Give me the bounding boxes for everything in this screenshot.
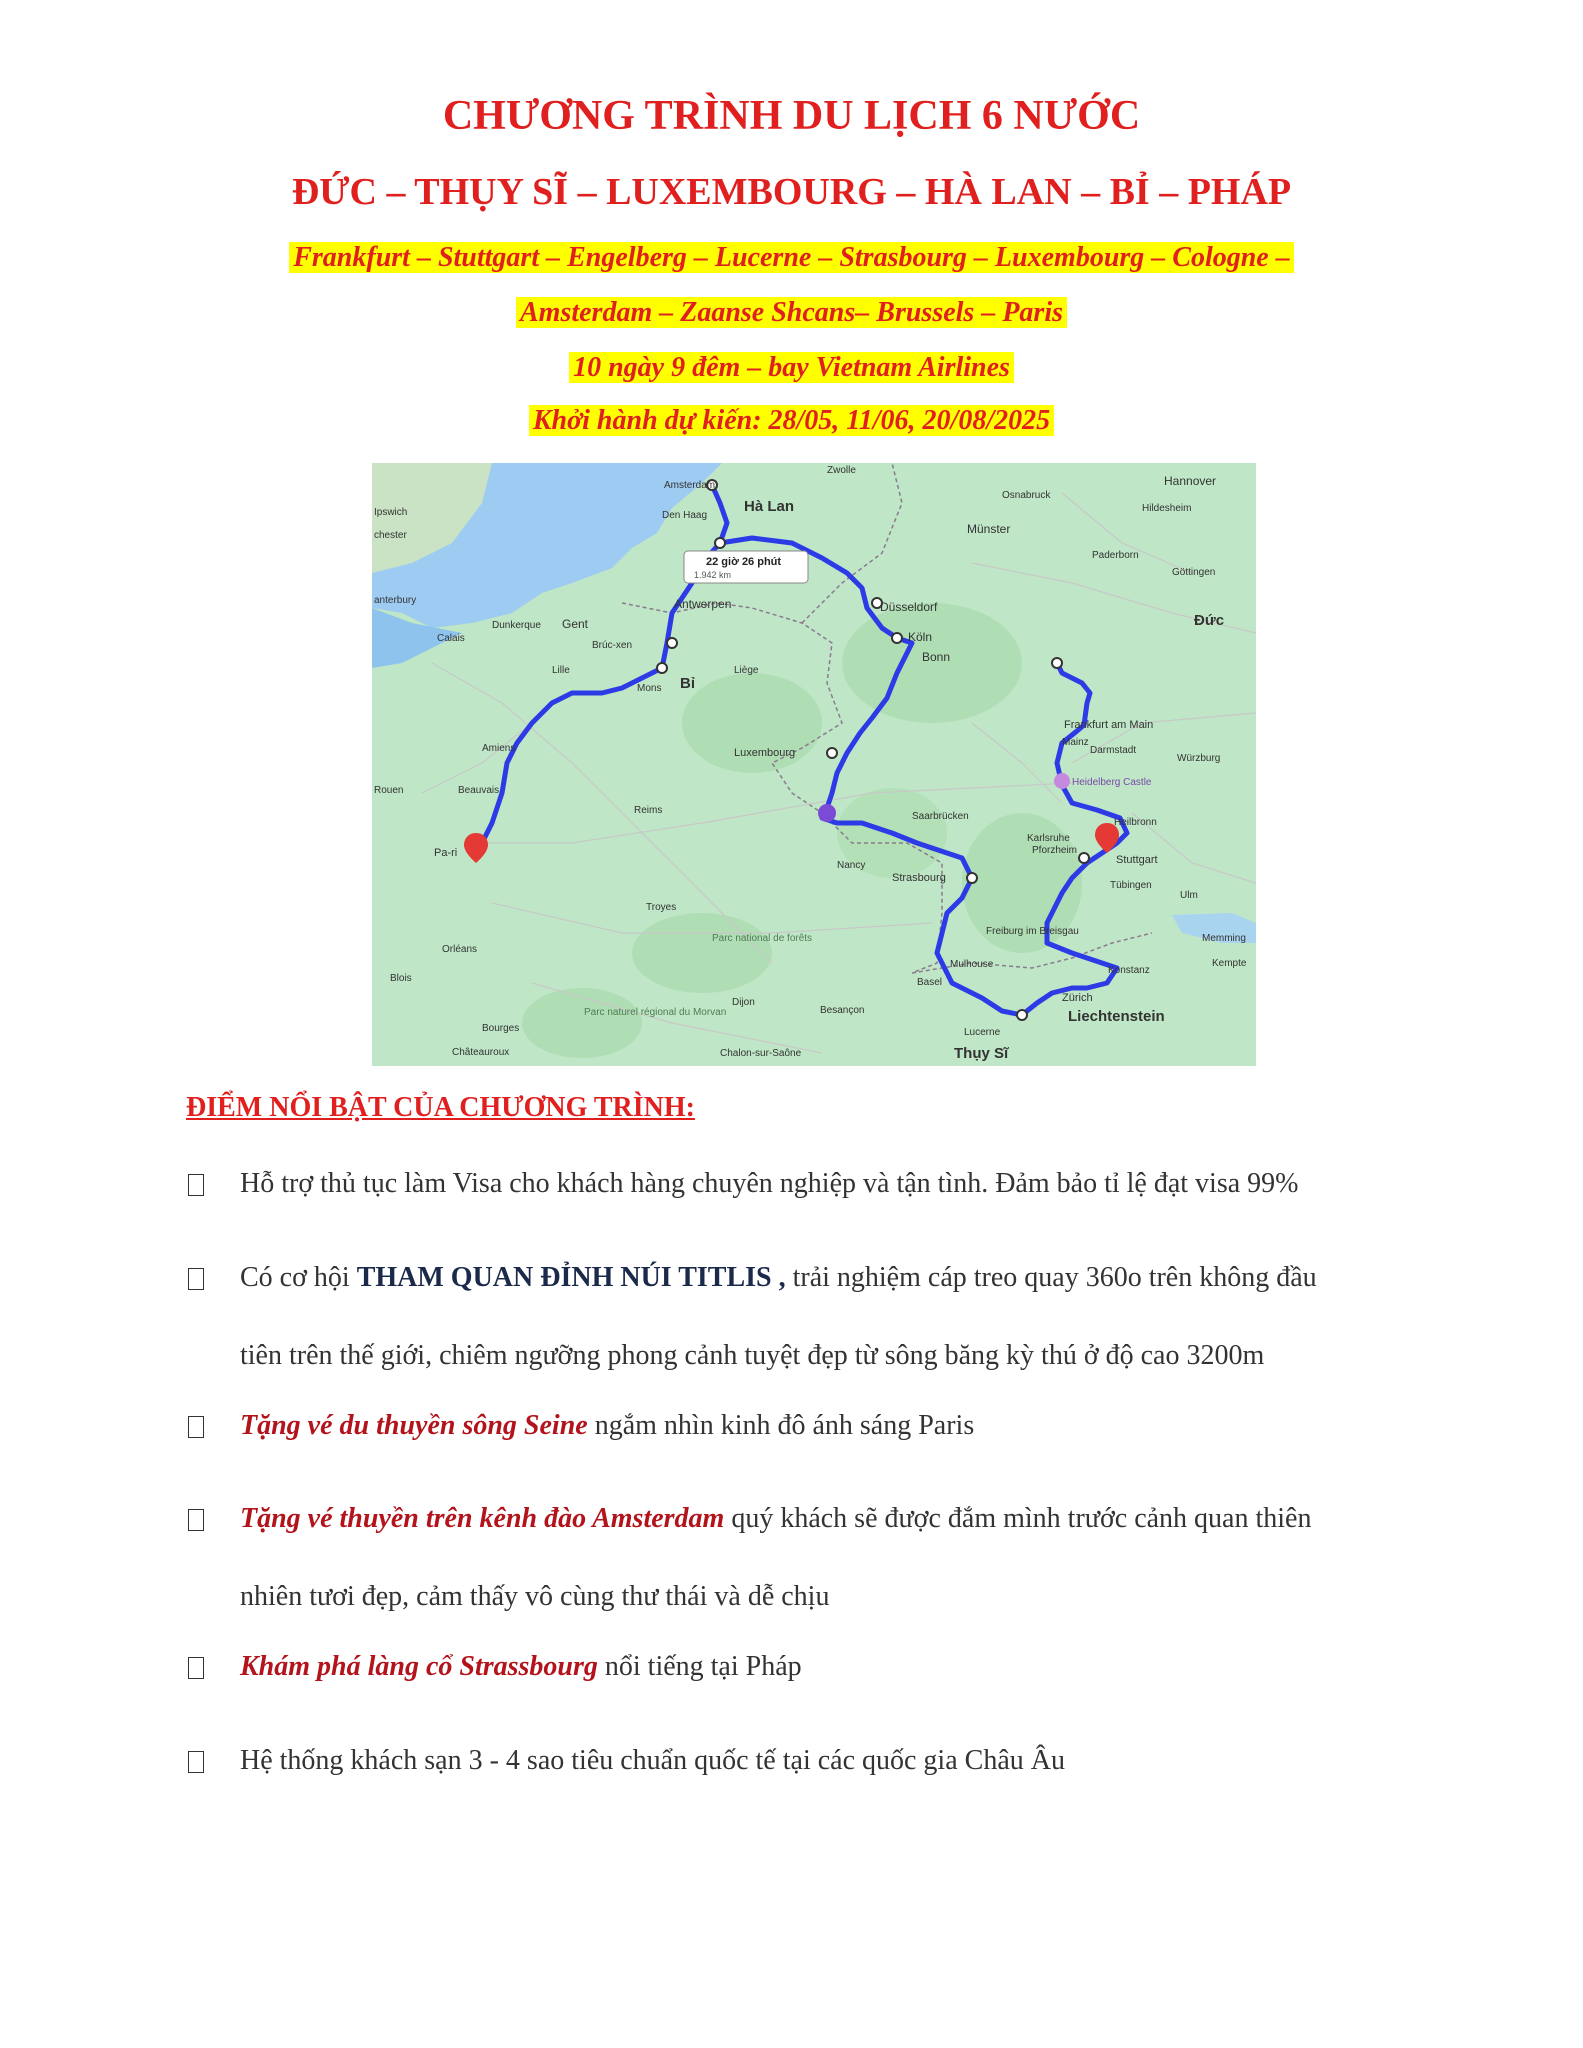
city-basel: Basel [917, 977, 943, 988]
city-colchester: chester [374, 530, 407, 541]
city-gottingen: Göttingen [1172, 567, 1216, 578]
route-distance: 1.942 km [694, 570, 732, 580]
city-chateauroux: Châteauroux [452, 1047, 510, 1058]
duration: 10 ngày 9 đêm – bay Vietnam Airlines [0, 352, 1583, 384]
city-stuttgart: Stuttgart [1116, 854, 1158, 866]
city-bourges: Bourges [482, 1023, 520, 1034]
city-amsterdam: Amsterdam [664, 480, 716, 491]
city-brussels: Brúc-xen [592, 640, 633, 651]
city-zwolle: Zwolle [827, 465, 856, 476]
city-antwerpen: Antwerpen [674, 597, 732, 611]
city-bonn: Bonn [922, 650, 951, 664]
city-karlsruhe: Karlsruhe [1027, 833, 1070, 844]
city-konstanz: Konstanz [1108, 965, 1150, 976]
city-osnabruck: Osnabruck [1002, 490, 1051, 501]
city-memmingen: Memming [1202, 933, 1246, 944]
city-mons: Mons [637, 683, 662, 694]
city-pforzheim: Pforzheim [1032, 845, 1078, 856]
square-bullet-icon [188, 1268, 204, 1290]
city-mainz: Mainz [1062, 737, 1089, 748]
city-beauvais: Beauvais [458, 785, 500, 796]
city-mulhouse: Mulhouse [950, 959, 994, 970]
city-canterbury: anterbury [374, 595, 417, 606]
city-dijon: Dijon [732, 997, 755, 1008]
country-germany: Đức [1194, 612, 1225, 629]
square-bullet-icon [188, 1174, 204, 1196]
country-netherlands: Hà Lan [744, 498, 795, 515]
city-blois: Blois [390, 973, 412, 984]
city-park-foret: Parc national de forêts [712, 933, 813, 944]
city-chalon: Chalon-sur-Saône [720, 1048, 802, 1059]
city-paderborn: Paderborn [1092, 550, 1139, 561]
city-wurzburg: Würzburg [1177, 753, 1221, 764]
departure-dates: Khởi hành dự kiến: 28/05, 11/06, 20/08/2025 [0, 405, 1583, 437]
city-tubingen: Tübingen [1110, 880, 1152, 891]
city-liege: Liège [734, 665, 759, 676]
city-paris: Pa-ri [434, 847, 458, 859]
square-bullet-icon [188, 1509, 204, 1531]
city-frankfurt: Frankfurt am Main [1064, 719, 1154, 731]
city-morvan: Parc naturel régional du Morvan [584, 1007, 727, 1018]
square-bullet-icon [188, 1657, 204, 1679]
city-gent: Gent [562, 617, 589, 631]
route-map [372, 463, 1256, 1066]
city-darmstadt: Darmstadt [1090, 745, 1137, 756]
route-line-2: Amsterdam – Zaanse Shcans– Brussels – Paris [0, 297, 1583, 329]
city-koln: Köln [908, 630, 933, 644]
city-zurich: Zürich [1062, 992, 1093, 1004]
city-lucerne: Lucerne [964, 1027, 1001, 1038]
city-ipswich: Ipswich [374, 507, 408, 518]
city-besancon: Besançon [820, 1005, 865, 1016]
city-den-haag: Den Haag [662, 510, 708, 521]
city-saarbrucken: Saarbrücken [912, 811, 969, 822]
countries-subtitle: ĐỨC – THỤY SĨ – LUXEMBOURG – HÀ LAN – BỈ – PHÁP [291, 171, 1292, 213]
country-liechtenstein: Liechtenstein [1068, 1008, 1165, 1025]
city-rouen: Rouen [374, 785, 404, 796]
highlights-heading: ĐIỂM NỔI BẬT CỦA CHƯƠNG TRÌNH: [186, 1092, 695, 1123]
city-ulm: Ulm [1180, 890, 1198, 901]
city-freiburg: Freiburg im Breisgau [986, 926, 1079, 937]
city-heilbronn: Heilbronn [1114, 817, 1157, 828]
city-reims: Reims [634, 805, 663, 816]
city-kempten: Kempte [1212, 958, 1247, 969]
city-strasbourg: Strasbourg [892, 872, 946, 884]
city-hannover: Hannover [1164, 474, 1217, 488]
city-amiens: Amiens [482, 743, 516, 754]
city-calais: Calais [437, 633, 465, 644]
city-lille: Lille [552, 665, 570, 676]
country-switzerland: Thụy Sĩ [954, 1045, 1009, 1062]
country-belgium: Bỉ [680, 675, 695, 692]
city-dunkerque: Dunkerque [492, 620, 541, 631]
route-time: 22 giờ 26 phút [706, 556, 782, 568]
city-luxembourg: Luxembourg [734, 747, 796, 759]
page-title: CHƯƠNG TRÌNH DU LỊCH 6 NƯỚC [442, 93, 1141, 139]
city-dusseldorf: Düsseldorf [880, 600, 938, 614]
city-troyes: Troyes [646, 902, 677, 913]
city-hildesheim: Hildesheim [1142, 503, 1192, 514]
square-bullet-icon [188, 1416, 204, 1438]
city-heidelberg: Heidelberg Castle [1072, 777, 1152, 788]
city-munster: Münster [967, 522, 1011, 536]
city-orleans: Orléans [442, 944, 478, 955]
square-bullet-icon [188, 1751, 204, 1773]
city-nancy: Nancy [837, 860, 866, 871]
route-line-1: Frankfurt – Stuttgart – Engelberg – Lucerne – Strasbourg – Luxembourg – Cologne – [0, 242, 1583, 274]
